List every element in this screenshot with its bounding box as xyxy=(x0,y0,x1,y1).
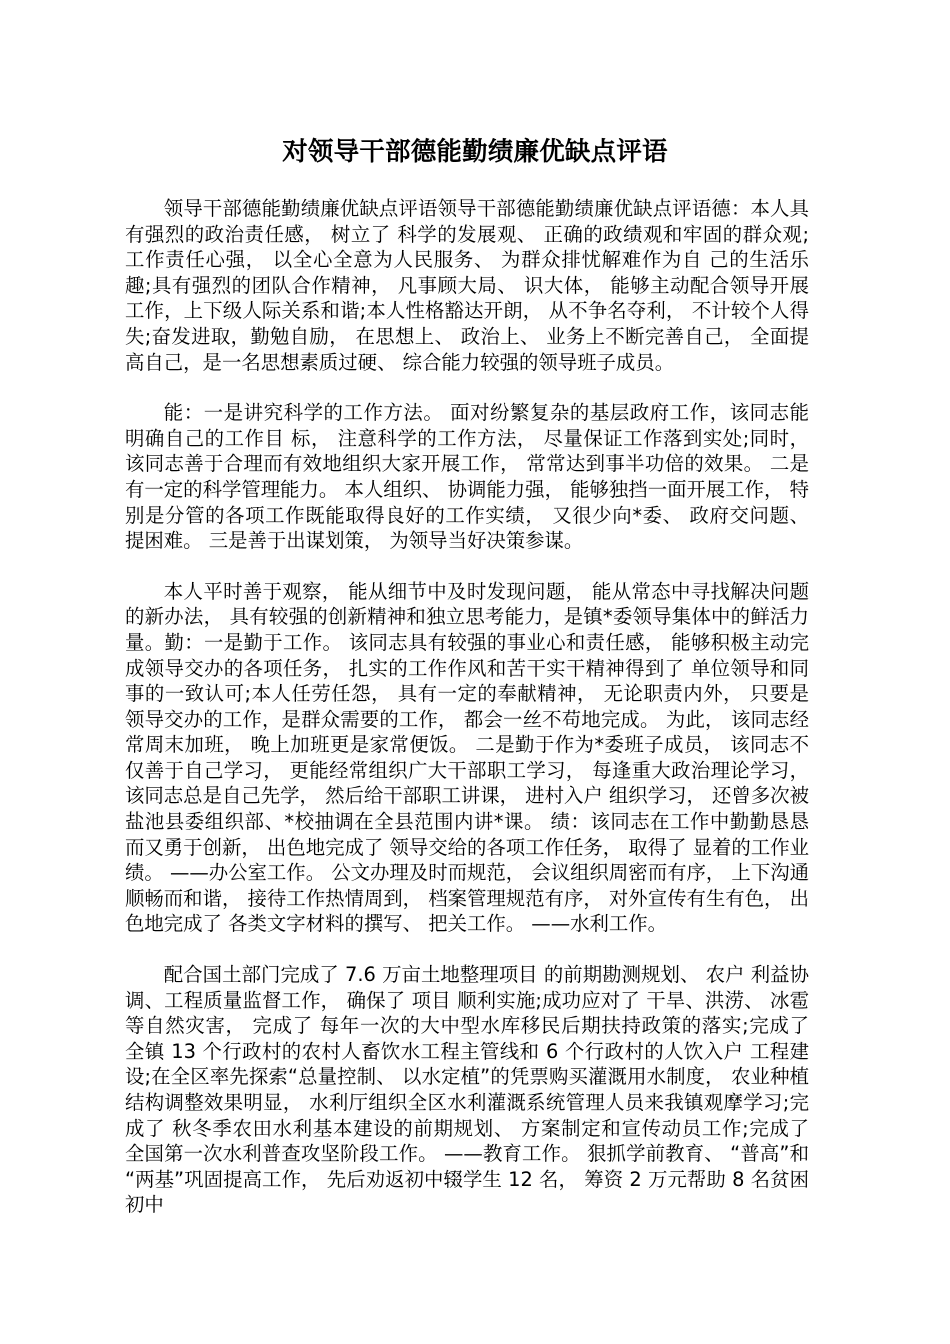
page-title: 对领导干部德能勤绩廉优缺点评语 xyxy=(282,137,668,168)
paragraph-2: 能：一是讲究科学的工作方法。 面对纷繁复杂的基层政府工作，该同志能明确自己的工作目 标， 注意科学的工作方法， 尽量保证工作落到实处;同时， 该同志善于合理而有效地组织大家开展工作， 常常达到事半功倍的效果。 二是有一定的科学管理能力。 本人组织、 协调能力强， 能够独挡一面开展工作， 特别是分管的各项工作既能取得良好的工作实绩， 又很少向*委、 政府交问题、 提困难。 三是善于出谋划策， 为领导当好决策参谋。 xyxy=(125,401,809,553)
paragraph-1: 领导干部德能勤绩廉优缺点评语领导干部德能勤绩廉优缺点评语德：本人具有强烈的政治责任感， 树立了 科学的发展观、 正确的政绩观和牢固的群众观;工作责任心强， 以全心全意为人民服务、 为群众排忧解难作为自 己的生活乐趣;具有强烈的团队合作精神， 凡事顾大局、 识大体， 能够主动配合领导开展工作，上下级人际关系和谐;本人性格豁达开朗， 从不争名夺利， 不计较个人得失;奋发进取，勤勉自励， 在思想上、 政治上、 业务上不断完善自己， 全面提高自己，是一名思想素质过硬、 综合能力较强的领导班子成员。 xyxy=(125,197,809,374)
document-body xyxy=(125,196,809,1218)
paragraph-3: 本人平时善于观察， 能从细节中及时发现问题， 能从常态中寻找解决问题的新办法， 具有较强的创新精神和独立思考能力，是镇*委领导集体中的鲜活力量。勤：一是勤于工作。 该同志具有较强的事业心和责任感， 能够积极主动完成领导交办的各项任务， 扎实的工作作风和苦干实干精神得到了 单位领导和同事的一致认可;本人任劳任怨， 具有一定的奉献精神， 无论职责内外， 只要是领导交办的工作，是群众需要的工作， 都会一丝不苟地完成。 为此， 该同志经常周末加班， 晚上加班更是家常便饭。 二是勤于作为*委班子成员， 该同志不仅善于自己学习， 更能经常组织广大干部职工学习， 每逢重大政治理论学习， 该同志总是自己先学， 然后给干部职工讲课， 进村入户 组织学习， 还曾多次被盐池县委组织部、*校抽调在全县范围内讲*课。 绩：该同志在工作中勤勤恳恳而又勇于创新， 出色地完成了 领导交给的各项工作任务， 取得了 显着的工作业绩。 ——办公室工作。 公文办理及时而规范， 会议组织周密而有序， 上下沟通顺畅而和谐， 接待工作热情周到， 档案管理规范有序， 对外宣传有生有色， 出色地完成了 各类文字材料的撰写、 把关工作。 ——水利工作。 xyxy=(125,579,809,936)
paragraph-4: 配合国土部门完成了 7.6 万亩土地整理项目 的前期勘测规划、 农户 利益协调、工程质量监督工作， 确保了 项目 顺利实施;成功应对了 干旱、洪涝、 冰雹等自然灾害， 完成了 每年一次的大中型水库移民后期扶持政策的落实;完成了 全镇 13 个行政村的农村人畜饮水工程主管线和 6 个行政村的人饮入户 工程建设;在全区率先探索“总量控制、 以水定植”的凭票购买灌溉用水制度， 农业种植结构调整效果明显， 水利厅组织全区水利灌溉系统管理人员来我镇观摩学习;完成了 秋冬季农田水利基本建设的前期规划、 方案制定和宣传动员工作;完成了 全国第一次水利普查攻坚阶段工作。 ——教育工作。 狠抓学前教育、 “普高”和“两基”巩固提高工作， 先后劝返初中辍学生 12 名， 筹资 2 万元帮助 8 名贫困初中 xyxy=(125,963,809,1217)
